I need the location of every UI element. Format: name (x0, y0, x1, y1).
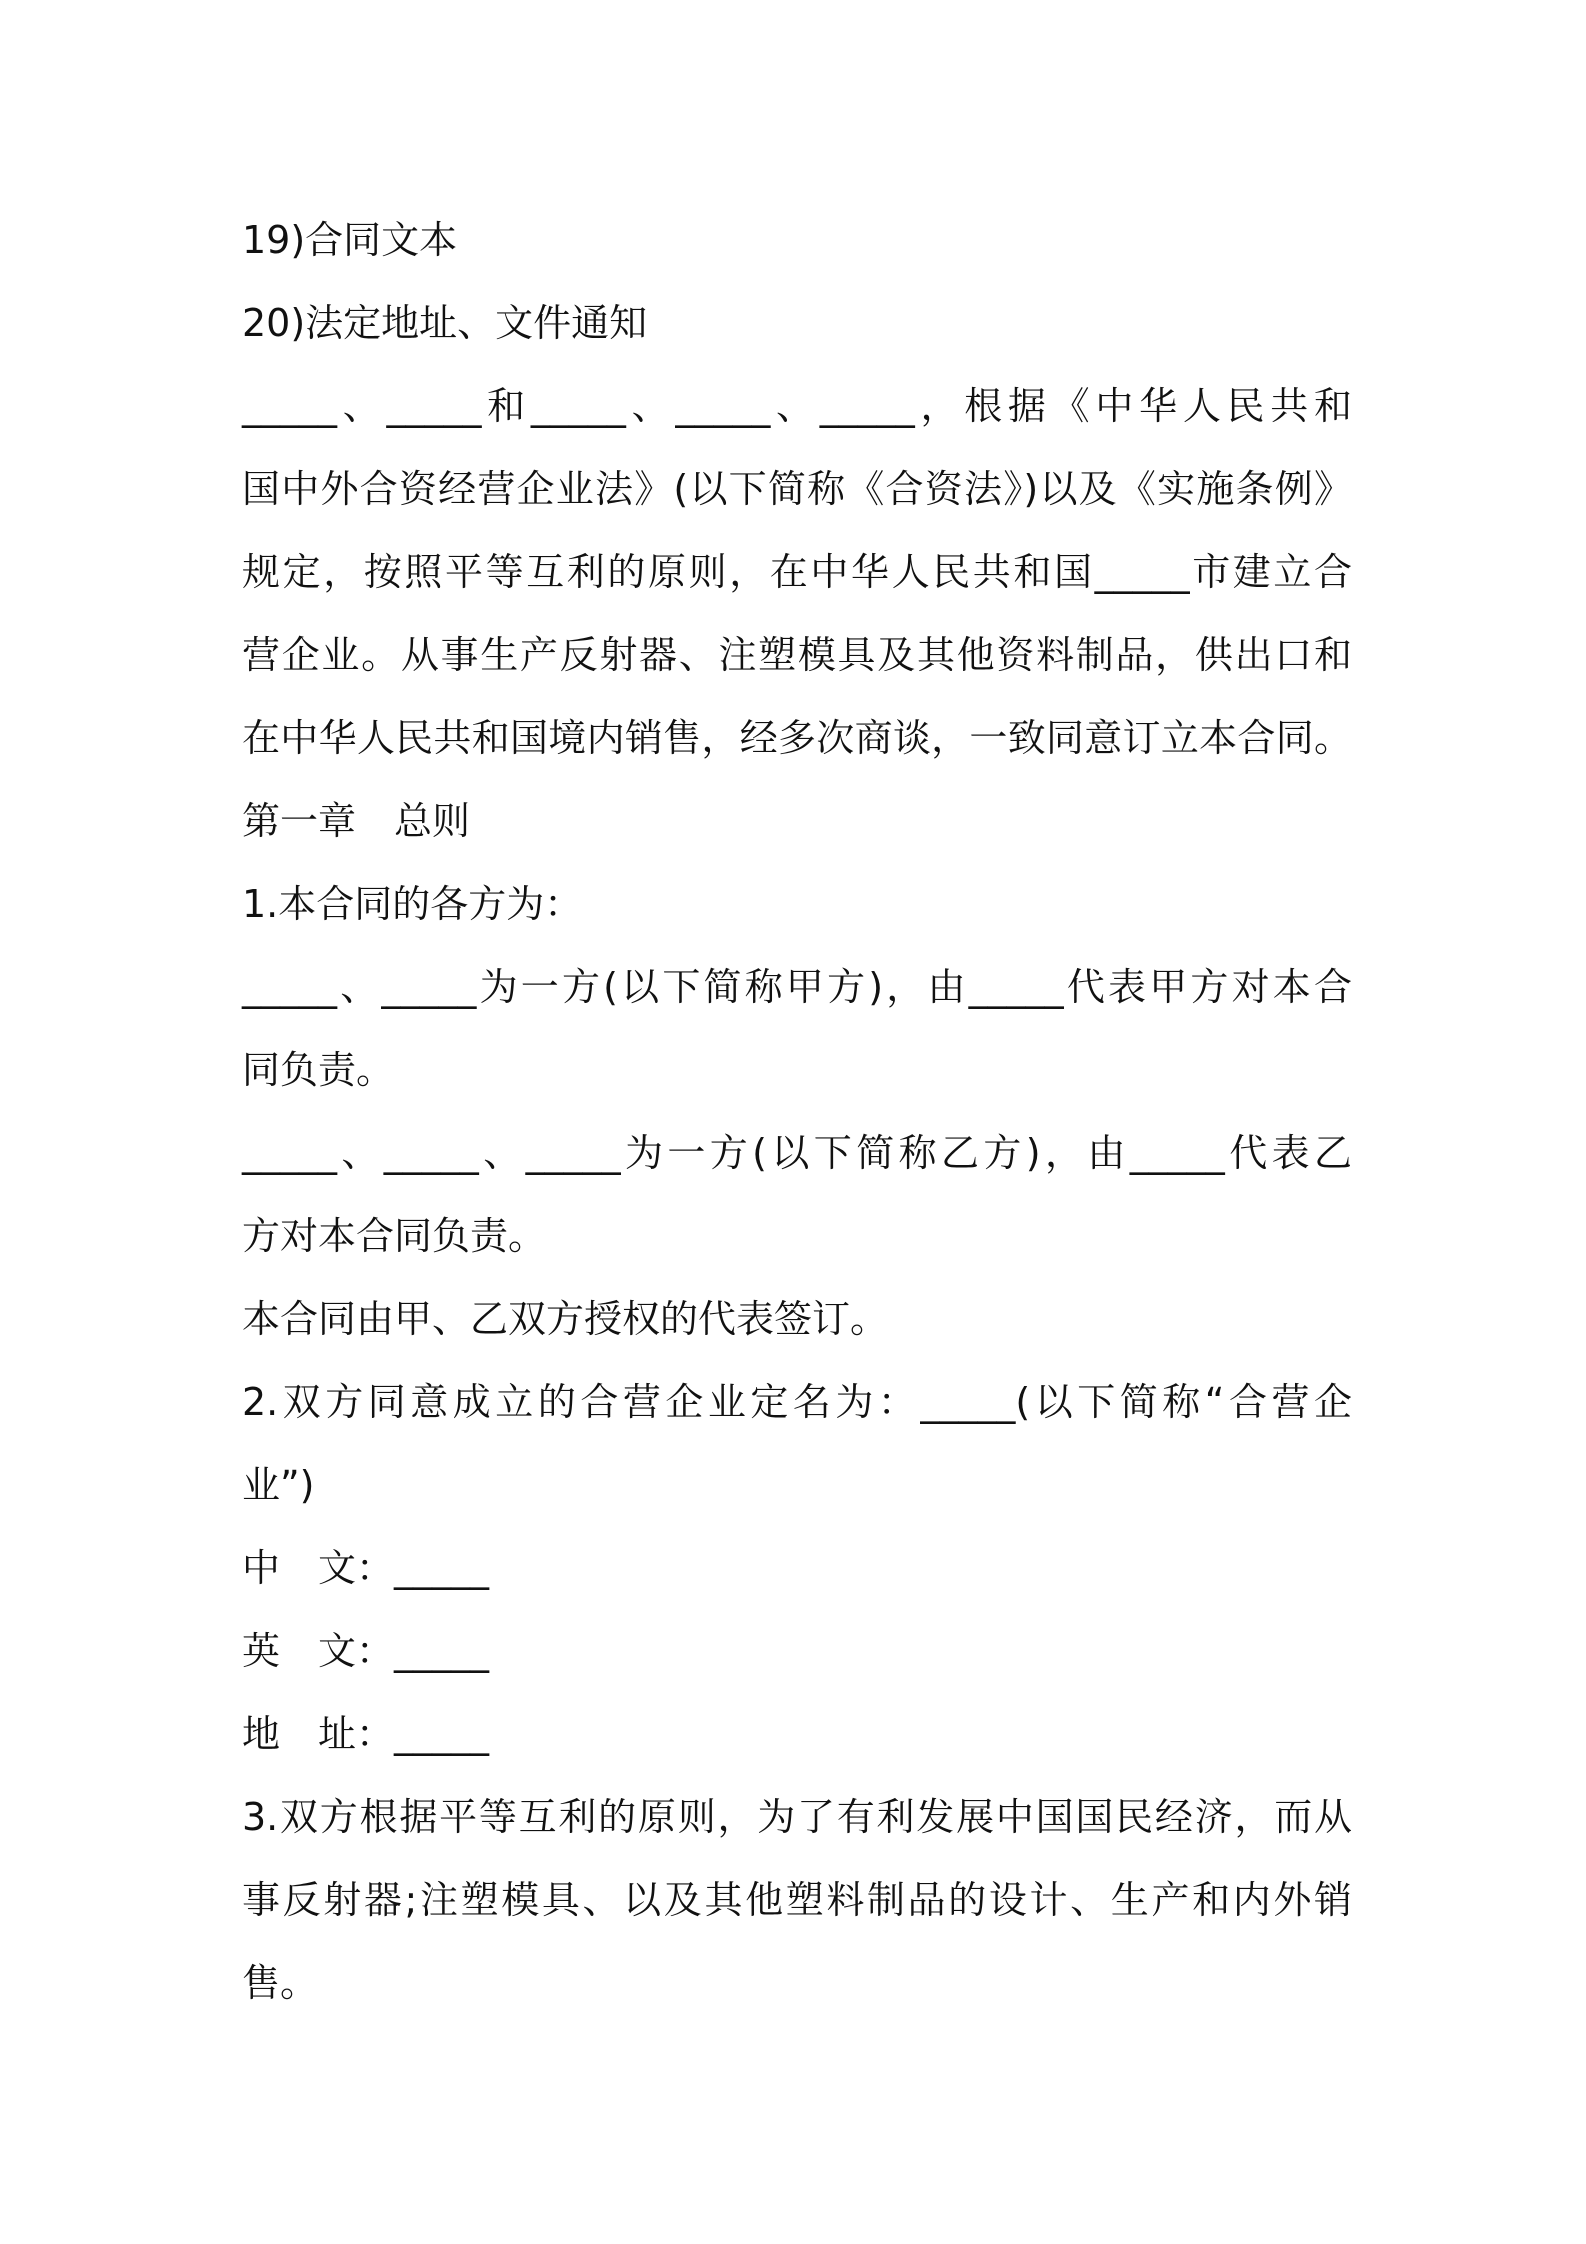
text-line: 20)法定地址、文件通知 (242, 301, 648, 345)
text-line: 方对本合同负责。 (242, 1214, 547, 1258)
text-line: _____、_____和_____、_____、_____，根据《中华人民共和 (242, 384, 1352, 428)
text-line: 规定，按照平等互利的原则，在中华人民共和国_____市建立合 (242, 550, 1352, 594)
text-line: 19)合同文本 (242, 218, 458, 262)
text-line: 2.双方同意成立的合营企业定名为：_____(以下简称“合营企 (242, 1380, 1352, 1424)
text-line: 1.本合同的各方为： (242, 882, 583, 926)
text-line: 业”) (242, 1463, 315, 1507)
chapter-heading: 第一章 总则 (242, 799, 471, 843)
text-line: 地 址：_____ (242, 1712, 490, 1756)
text-line: 3.双方根据平等互利的原则，为了有利发展中国国民经济，而从 (242, 1795, 1352, 1839)
text-line: 售。 (242, 1961, 319, 2005)
text-line: _____、_____为一方(以下简称甲方)，由_____代表甲方对本合 (242, 965, 1352, 1009)
text-line: 本合同由甲、乙双方授权的代表签订。 (242, 1297, 889, 1341)
document-body (242, 199, 1352, 2025)
text-line: 事反射器;注塑模具、以及其他塑料制品的设计、生产和内外销 (242, 1878, 1352, 1922)
text-line: 在中华人民共和国境内销售，经多次商谈，一致同意订立本合同。 (242, 716, 1352, 760)
text-line: 中 文：_____ (242, 1546, 490, 1590)
text-line: _____、_____、_____为一方(以下简称乙方)，由_____代表乙 (242, 1131, 1352, 1175)
text-line: 营企业。从事生产反射器、注塑模具及其他资料制品，供出口和 (242, 633, 1352, 677)
text-line: 同负责。 (242, 1048, 395, 1092)
text-line: 英 文：_____ (242, 1629, 490, 1673)
text-line: 国中外合资经营企业法》(以下简称《合资法》)以及《实施条例》 (242, 467, 1352, 511)
